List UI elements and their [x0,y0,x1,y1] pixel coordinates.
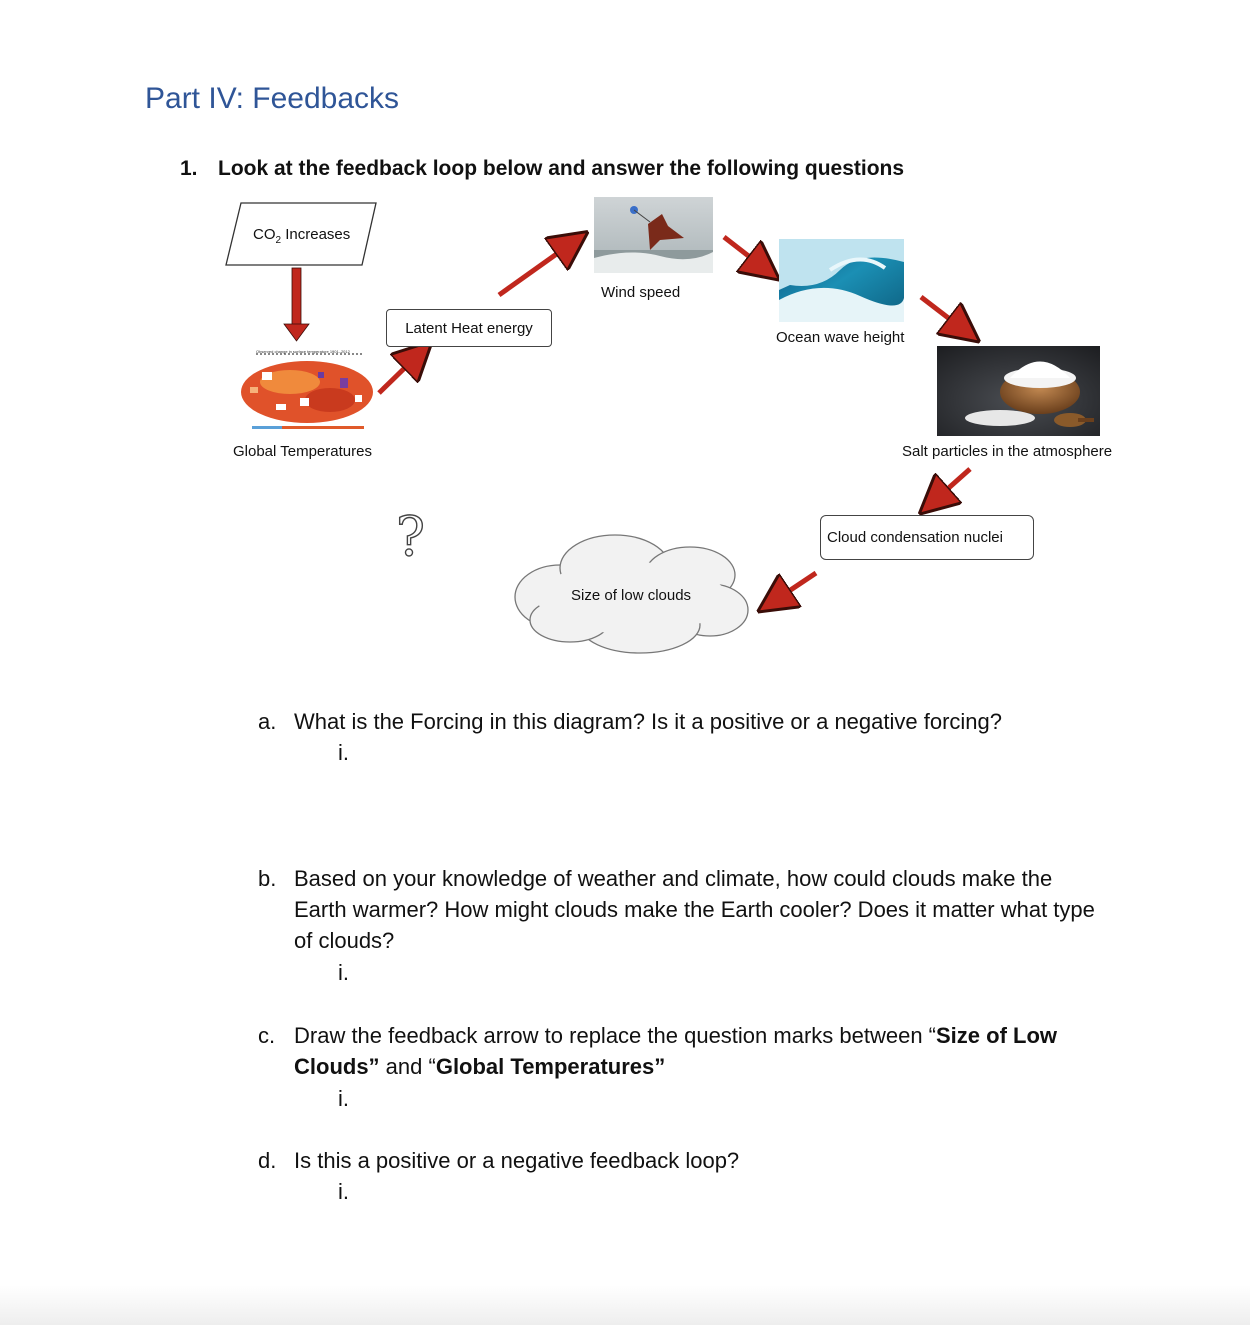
arrow-waves-to-salt [921,297,964,330]
salt-photo [937,346,1100,436]
subquestion-c: c. Draw the feedback arrow to replace the question marks between “Size of Low Clouds” and “Global Temperatures” i. [258,1020,1108,1082]
answer-marker: i. [338,960,349,985]
page-bottom-shade [0,1285,1250,1325]
subquestion-d: d. Is this a positive or a negative feedback loop? i. [258,1145,1108,1176]
size-low-clouds-label: Size of low clouds [571,587,692,604]
arrow-co2-to-temperatures [284,268,309,341]
cloud-condensation-box: Cloud condensation nuclei [820,515,1034,560]
arrow-wind-to-waves [724,237,764,268]
global-temperatures-label: Global Temperatures [233,443,372,460]
question-text: Look at the feedback loop below and answer the following questions [218,157,905,180]
global-temperature-map [241,354,373,429]
map-caption: Observed change in surface temperature 1901–2012 [256,349,350,354]
ocean-wave-height-label: Ocean wave height [776,329,905,346]
co2-label: $CO_2$ Increases [253,226,351,246]
subquestion-a: a. What is the Forcing in this diagram? Is it a positive or a negative forcing? i. [258,706,1108,737]
wind-speed-photo [594,197,713,273]
page-heading: Part IV: Feedbacks [145,82,400,115]
latent-heat-box: Latent Heat energy [386,309,552,347]
answer-marker: i. [338,1179,349,1204]
answer-marker: i. [338,740,349,765]
arrow-ccn-to-clouds [774,573,816,601]
ocean-wave-photo [779,239,904,322]
question-mark: ? [396,505,425,568]
arrow-temperatures-to-latent-heat [379,355,418,393]
answer-marker: i. [338,1086,349,1111]
salt-particles-label: Salt particles in the atmosphere [902,443,1113,460]
question-number: 1. [180,157,198,180]
arrow-salt-to-ccn [934,469,970,501]
arrow-latent-heat-to-wind [499,243,572,295]
subquestion-b: b. Based on your knowledge of weather and climate, how could clouds make the Earth warmer? How might clouds make the Earth cooler? Does it matter what type of clouds? i. [258,863,1108,956]
wind-speed-label: Wind speed [601,284,681,301]
